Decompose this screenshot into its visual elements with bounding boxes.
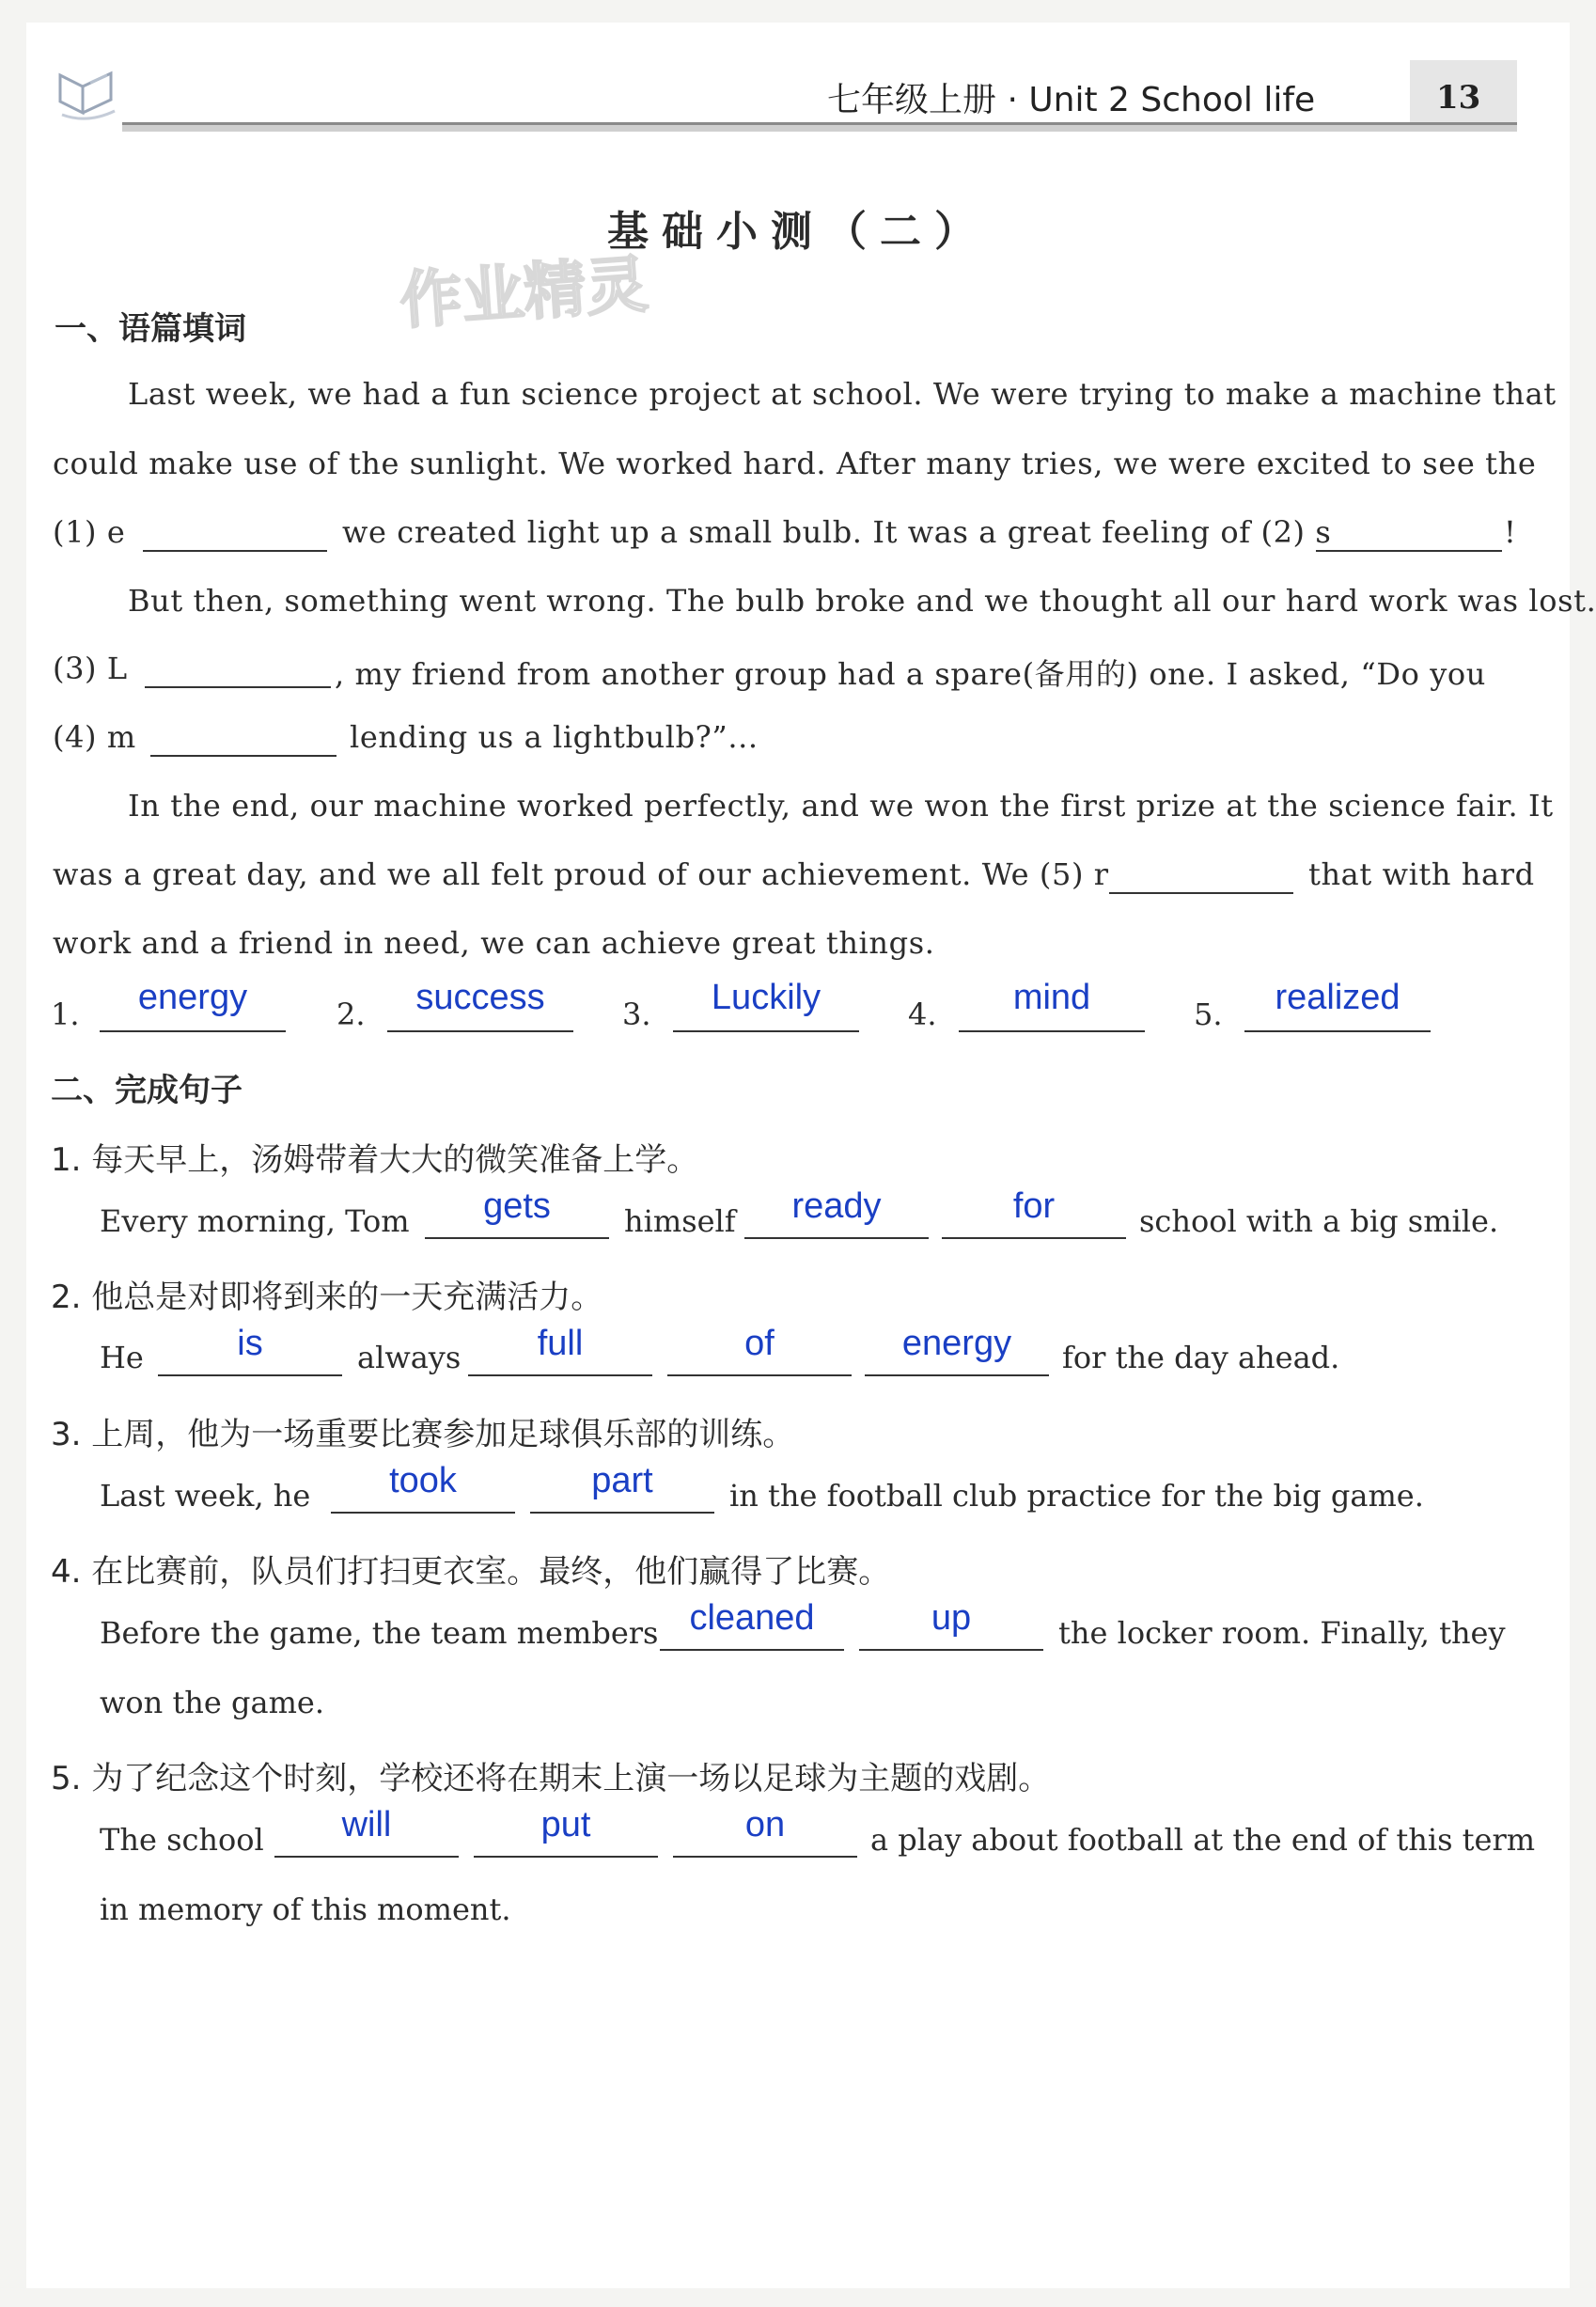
- item2-line-1: [158, 1374, 342, 1376]
- passage-line-3a: (1) e: [53, 514, 126, 550]
- item2-english-a: He: [100, 1340, 144, 1375]
- passage-line-8b: that with hard: [1308, 856, 1535, 892]
- item1-line-1: [425, 1237, 609, 1239]
- page-number: 13: [1436, 79, 1481, 117]
- answer-line-5: [1244, 1030, 1431, 1032]
- passage-line-3b: we created light up a small bulb. It was a great feeling of (2) s: [342, 514, 1332, 550]
- book-logo-icon: [55, 66, 120, 124]
- item3-english-c: in the football club practice for the big game.: [729, 1478, 1424, 1514]
- blank-1[interactable]: [143, 550, 327, 552]
- answer-5[interactable]: realized: [1275, 978, 1400, 1017]
- item1-answer-1[interactable]: gets: [483, 1186, 551, 1226]
- item2-line-3: [667, 1374, 852, 1376]
- passage-line-3c: !: [1504, 514, 1517, 550]
- answer-line-2: [387, 1030, 573, 1032]
- item3-english-a: Last week, he: [100, 1478, 311, 1514]
- item2-line-4: [865, 1374, 1049, 1376]
- passage-line-5a: (3) L: [53, 651, 128, 686]
- item1-english-c: school with a big smile.: [1139, 1203, 1499, 1239]
- item2-answer-1[interactable]: is: [237, 1324, 263, 1363]
- passage-line-2: could make use of the sunlight. We worked hard. After many tries, we were excited to see the: [53, 446, 1537, 481]
- item5-line-3: [673, 1856, 857, 1858]
- item5-answer-2[interactable]: put: [540, 1805, 591, 1844]
- answer-line-1: [100, 1030, 286, 1032]
- item5-chinese: 5. 为了纪念这个时刻，学校还将在期末上演一场以足球为主题的戏剧。: [51, 1760, 1051, 1797]
- passage-line-6a: (4) m: [53, 719, 136, 755]
- item2-english-c: for the day ahead.: [1062, 1340, 1340, 1375]
- item5-english-c: a play about football at the end of this term: [870, 1822, 1536, 1858]
- passage-line-5b: , my friend from another group had a spare(备用的) one. I asked, “Do you: [335, 656, 1486, 692]
- item4-english-d: won the game.: [100, 1685, 325, 1720]
- blank-5[interactable]: [1109, 892, 1293, 894]
- blank-3[interactable]: [145, 686, 331, 688]
- item5-line-1: [274, 1856, 459, 1858]
- passage-line-4: But then, something went wrong. The bulb broke and we thought all our hard work was lost.: [128, 583, 1596, 619]
- item5-line-2: [474, 1856, 658, 1858]
- item2-english-b: always: [357, 1340, 462, 1375]
- item5-answer-3[interactable]: on: [744, 1805, 786, 1844]
- item2-line-2: [468, 1374, 652, 1376]
- passage-line-6b: lending us a lightbulb?”...: [350, 719, 759, 755]
- item1-answer-3[interactable]: for: [1012, 1186, 1056, 1226]
- item3-chinese: 3. 上周，他为一场重要比赛参加足球俱乐部的训练。: [51, 1416, 795, 1453]
- item4-chinese: 4. 在比赛前，队员们打扫更衣室。最终，他们赢得了比赛。: [51, 1553, 891, 1591]
- answer-1[interactable]: energy: [137, 978, 248, 1017]
- item3-line-1: [331, 1512, 515, 1514]
- answer-4[interactable]: mind: [1012, 978, 1091, 1017]
- blank-4[interactable]: [150, 755, 336, 757]
- item5-answer-1[interactable]: will: [341, 1805, 392, 1844]
- section2-heading: 二、完成句子: [51, 1072, 243, 1109]
- item4-answer-2[interactable]: up: [931, 1598, 972, 1638]
- answer-3[interactable]: Luckily: [711, 978, 821, 1017]
- header-rule: [122, 122, 1517, 132]
- passage-line-8a: was a great day, and we all felt proud of our achievement. We (5) r: [53, 856, 1109, 892]
- answer-num-1: 1.: [51, 997, 80, 1032]
- item4-line-1: [660, 1649, 844, 1651]
- passage-line-7: In the end, our machine worked perfectly, and we won the first prize at the science fair. It: [128, 788, 1554, 824]
- item4-english-a: Before the game, the team members: [100, 1615, 659, 1651]
- item2-chinese: 2. 他总是对即将到来的一天充满活力。: [51, 1279, 603, 1316]
- item5-english-d: in memory of this moment.: [100, 1891, 511, 1927]
- answer-num-5: 5.: [1194, 997, 1223, 1032]
- item1-line-3: [942, 1237, 1126, 1239]
- item4-english-c: the locker room. Finally, they: [1058, 1615, 1506, 1651]
- answer-line-3: [673, 1030, 859, 1032]
- section1-heading: 一、语篇填词: [55, 310, 246, 348]
- item1-line-2: [744, 1237, 929, 1239]
- item1-english-a: Every morning, Tom: [100, 1203, 410, 1239]
- passage-line-1: Last week, we had a fun science project at school. We were trying to make a machine that: [128, 376, 1557, 412]
- item1-english-b: himself: [624, 1203, 736, 1239]
- item3-answer-2[interactable]: part: [591, 1461, 653, 1500]
- item4-answer-1[interactable]: cleaned: [689, 1598, 815, 1638]
- watermark: 作业精灵: [398, 247, 650, 338]
- answer-2[interactable]: success: [415, 978, 545, 1017]
- item1-answer-2[interactable]: ready: [791, 1186, 882, 1226]
- item2-answer-4[interactable]: energy: [901, 1324, 1012, 1363]
- page-title: 基础小测（二）: [607, 208, 989, 256]
- item5-english-a: The school: [100, 1822, 264, 1858]
- item4-line-2: [859, 1649, 1043, 1651]
- blank-2[interactable]: [1316, 550, 1502, 552]
- item2-answer-3[interactable]: of: [744, 1324, 775, 1363]
- item1-chinese: 1. 每天早上，汤姆带着大大的微笑准备上学。: [51, 1141, 699, 1179]
- item3-answer-1[interactable]: took: [389, 1461, 457, 1500]
- answer-line-4: [959, 1030, 1145, 1032]
- answer-num-4: 4.: [908, 997, 937, 1032]
- item3-line-2: [530, 1512, 714, 1514]
- header-title: 七年级上册 · Unit 2 School life: [827, 81, 1316, 119]
- item2-answer-2[interactable]: full: [537, 1324, 584, 1363]
- passage-line-9: work and a friend in need, we can achieve great things.: [53, 925, 935, 961]
- answer-num-2: 2.: [336, 997, 366, 1032]
- answer-num-3: 3.: [622, 997, 651, 1032]
